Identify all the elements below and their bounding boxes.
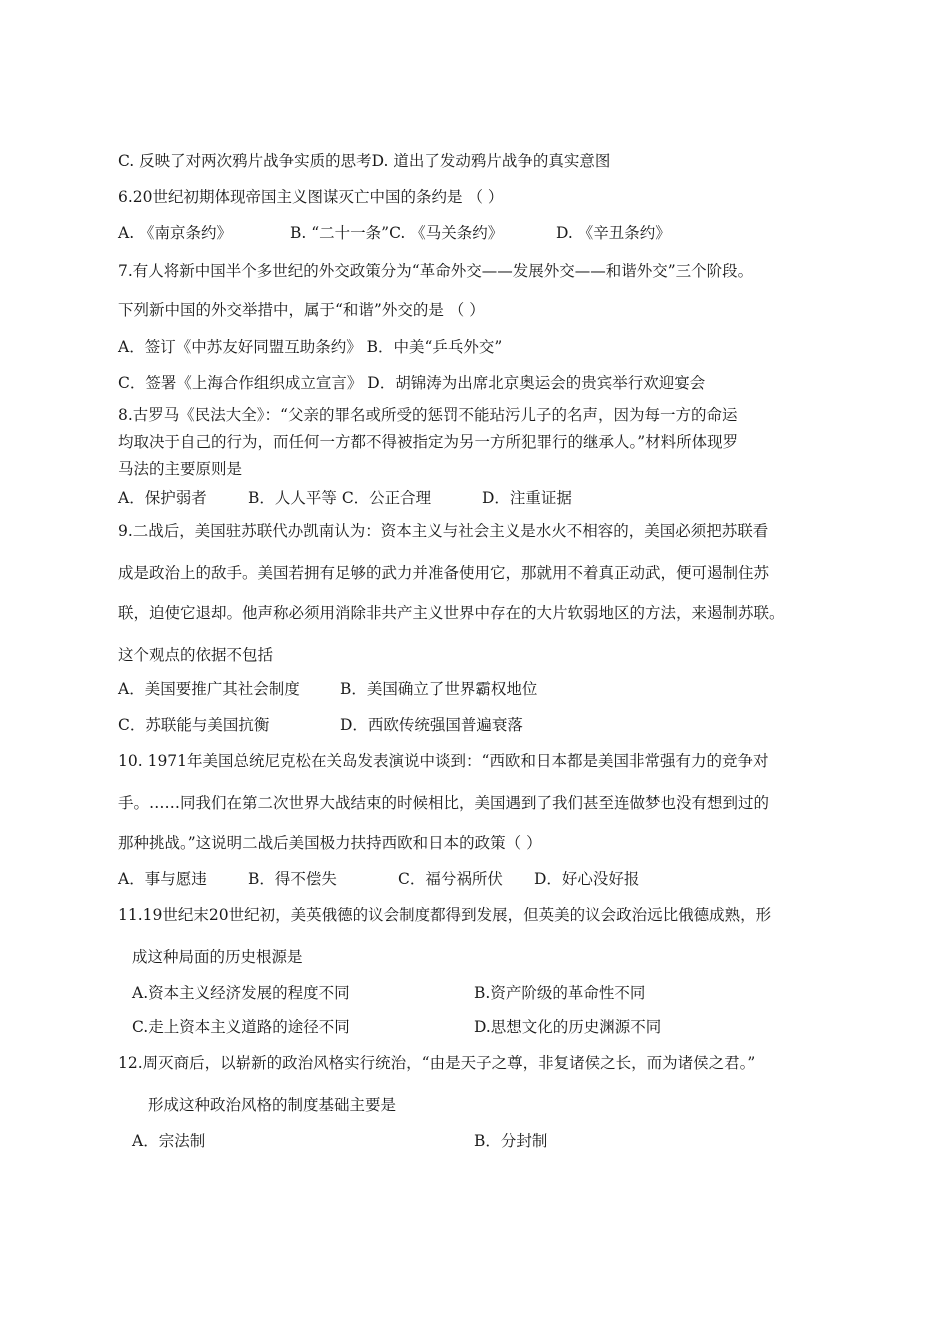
q10-stem-line1: 10. 1971年美国总统尼克松在关岛发表演说中谈到：“西欧和日本都是美国非常强有力的竞争对 [118, 752, 769, 770]
q11-option-a: A.资本主义经济发展的程度不同 [132, 984, 350, 1002]
q12-stem-line2: 形成这种政治风格的制度基础主要是 [148, 1096, 397, 1114]
q10-stem-line3: 那种挑战。”这说明二战后美国极力扶持西欧和日本的政策（ ） [118, 834, 542, 852]
q6-option-a: A. 《南京条约》 [118, 224, 233, 242]
q9-option-d: D．西欧传统强国普遍衰落 [340, 716, 523, 734]
q9-stem-line3: 联，迫使它退却。他声称必须用消除非共产主义世界中存在的大片软弱地区的方法，来遏制苏联。 [118, 604, 785, 622]
q9-option-c: C．苏联能与美国抗衡 [118, 716, 270, 734]
q9-stem-line2: 成是政治上的敌手。美国若拥有足够的武力并准备使用它，那就用不着真正动武，便可遏制住苏 [118, 564, 770, 582]
q10-option-b: B．得不偿失 [248, 870, 337, 888]
q9-stem-line1: 9.二战后，美国驻苏联代办凯南认为：资本主义与社会主义是水火不相容的，美国必须把苏联看 [118, 522, 769, 540]
q7-options-ab: A．签订《中苏友好同盟互助条约》 B．中美“乒乓外交” [118, 338, 503, 356]
q6-option-bc: B. “二十一条”C. 《马关条约》 [290, 224, 504, 242]
q8-stem-line1: 8.古罗马《民法大全》：“父亲的罪名或所受的惩罚不能玷污儿子的名声，因为每一方的命运 [118, 406, 738, 424]
q11-stem-line1: 11.19世纪末20世纪初，美英俄德的议会制度都得到发展，但英美的议会政治远比俄德成熟，形 [118, 906, 772, 924]
q10-option-c: C．福兮祸所伏 [398, 870, 503, 888]
q5-options-cd: C. 反映了对两次鸦片战争实质的思考D. 道出了发动鸦片战争的真实意图 [118, 152, 611, 170]
q12-option-b: B．分封制 [474, 1132, 548, 1150]
q6-stem: 6.20世纪初期体现帝国主义图谋灭亡中国的条约是 （ ） [118, 188, 504, 206]
q8-option-a: A．保护弱者 [118, 489, 207, 507]
q10-option-d: D．好心没好报 [534, 870, 640, 888]
q7-stem-line2: 下列新中国的外交举措中，属于“和谐”外交的是 （ ） [118, 301, 485, 319]
q11-stem-line2: 成这种局面的历史根源是 [132, 948, 303, 966]
q11-option-d: D.思想文化的历史渊源不同 [474, 1018, 662, 1036]
q8-stem-line2: 均取决于自己的行为，而任何一方都不得被指定为另一方所犯罪行的继承人。”材料所体现罗 [118, 433, 739, 451]
q11-option-c: C.走上资本主义道路的途径不同 [132, 1018, 350, 1036]
q6-option-d: D. 《辛丑条约》 [556, 224, 671, 242]
q8-stem-line3: 马法的主要原则是 [118, 460, 243, 478]
q7-options-cd: C．签署《上海合作组织成立宣言》 D．胡锦涛为出席北京奥运会的贵宾举行欢迎宴会 [118, 374, 706, 392]
q12-option-a: A．宗法制 [132, 1132, 206, 1150]
q8-option-bc: B．人人平等 C．公正合理 [248, 489, 432, 507]
q9-option-b: B．美国确立了世界霸权地位 [340, 680, 538, 698]
q7-stem-line1: 7.有人将新中国半个多世纪的外交政策分为“革命外交——发展外交——和谐外交”三个阶段。 [118, 262, 754, 280]
q11-option-b: B.资产阶级的革命性不同 [474, 984, 646, 1002]
q10-stem-line2: 手。……同我们在第二次世界大战结束的时候相比，美国遇到了我们甚至连做梦也没有想到过的 [118, 794, 770, 812]
q9-stem-line4: 这个观点的依据不包括 [118, 646, 274, 664]
q9-option-a: A．美国要推广其社会制度 [118, 680, 300, 698]
q8-option-d: D．注重证据 [482, 489, 572, 507]
q12-stem-line1: 12.周灭商后，以崭新的政治风格实行统治，“由是天子之尊，非复诸侯之长，而为诸侯之君。” [118, 1054, 756, 1072]
q10-option-a: A．事与愿违 [118, 870, 207, 888]
